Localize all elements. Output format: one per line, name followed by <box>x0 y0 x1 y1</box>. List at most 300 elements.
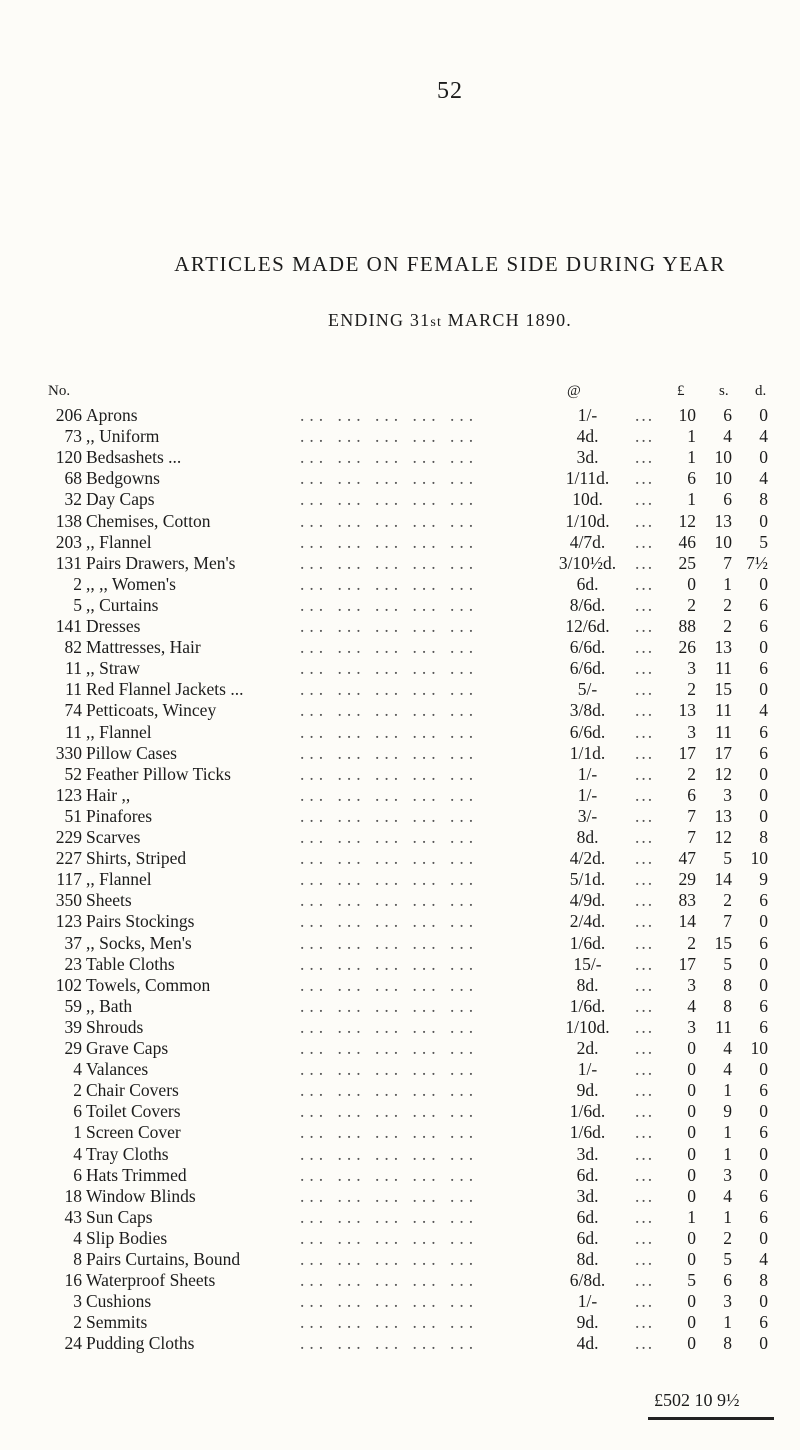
row-rate: 5/1d. <box>569 869 606 890</box>
row-pounds: 6 <box>687 468 696 489</box>
row-rate: 10d. <box>572 489 603 510</box>
row-pence: 0 <box>759 405 768 425</box>
leader-dots: ... <box>635 742 655 763</box>
row-rate: 8d. <box>576 827 599 847</box>
table-row <box>0 1207 800 1228</box>
leader-dots: ... <box>635 1080 655 1101</box>
row-count: 11 <box>65 658 82 679</box>
row-pence: 6 <box>759 1206 768 1227</box>
row-rate: 1/6d. <box>569 995 606 1016</box>
row-shillings: 5 <box>723 953 732 974</box>
table-row <box>0 911 800 932</box>
row-pounds: 3 <box>687 721 696 742</box>
leader-dots: ... <box>635 1185 655 1206</box>
subtitle-prefix: ENDING 31 <box>328 310 431 330</box>
leader-dots: ... <box>635 405 655 425</box>
leader-dots: ... <box>635 1059 655 1080</box>
row-pounds: 0 <box>687 1291 696 1312</box>
leader-dots: ... <box>635 552 655 573</box>
leader-dots: ... ... ... ... ... <box>300 784 479 805</box>
row-count: 73 <box>64 426 82 447</box>
row-count: 5 <box>73 594 82 615</box>
table-row <box>0 890 800 911</box>
row-shillings: 15 <box>714 679 732 700</box>
row-rate: 8d. <box>576 1249 599 1269</box>
leader-dots: ... <box>635 953 655 974</box>
row-pounds: 14 <box>678 911 696 932</box>
row-pence: 10 <box>750 1038 768 1058</box>
row-pounds: 0 <box>687 573 696 594</box>
table-row <box>0 743 800 764</box>
row-article: Scarves <box>86 827 141 847</box>
leader-dots: ... <box>635 658 655 679</box>
row-rate: 1/- <box>577 1059 598 1080</box>
leader-dots: ... <box>635 489 655 510</box>
row-pounds: 5 <box>687 1270 696 1291</box>
leader-dots: ... <box>635 1122 655 1143</box>
table-row <box>0 827 800 848</box>
ledger-header <box>0 383 800 404</box>
row-rate: 9d. <box>576 1080 599 1101</box>
row-pounds: 1 <box>687 1206 696 1227</box>
row-count: 4 <box>73 1059 82 1080</box>
leader-dots: ... ... ... ... ... <box>300 405 479 425</box>
leader-dots: ... <box>635 1227 655 1248</box>
leader-dots: ... <box>635 932 655 953</box>
row-article: ,, Straw <box>86 658 140 679</box>
row-count: 227 <box>55 848 82 869</box>
row-rate: 3d. <box>576 1185 599 1206</box>
table-row <box>0 975 800 996</box>
leader-dots: ... <box>635 1016 655 1037</box>
row-shillings: 11 <box>715 700 732 721</box>
subtitle-ordinal: st <box>430 315 443 330</box>
leader-dots: ... ... ... ... ... <box>300 426 479 447</box>
table-row <box>0 806 800 827</box>
row-shillings: 9 <box>723 1101 732 1122</box>
table-row <box>0 1312 800 1333</box>
row-article: Day Caps <box>86 489 155 510</box>
row-pounds: 47 <box>678 848 696 869</box>
row-shillings: 1 <box>723 573 732 594</box>
row-rate: 6d. <box>576 1206 599 1227</box>
row-pounds: 6 <box>687 784 696 805</box>
row-rate: 6/6d. <box>569 637 606 658</box>
leader-dots: ... <box>635 700 655 721</box>
leader-dots: ... <box>635 1101 655 1122</box>
leader-dots: ... <box>635 827 655 847</box>
row-rate: 1/- <box>577 763 598 784</box>
row-shillings: 6 <box>723 489 732 510</box>
row-shillings: 14 <box>714 869 732 890</box>
row-pounds: 83 <box>678 890 696 911</box>
row-shillings: 8 <box>723 995 732 1016</box>
leader-dots: ... ... ... ... ... <box>300 721 479 742</box>
row-shillings: 10 <box>714 468 732 489</box>
row-count: 23 <box>64 953 82 974</box>
row-article: Sheets <box>86 890 132 911</box>
row-rate: 1/- <box>577 784 598 805</box>
row-count: 3 <box>73 1291 82 1312</box>
table-row <box>0 489 800 510</box>
row-pence: 0 <box>759 573 768 594</box>
row-count: 123 <box>55 784 82 805</box>
table-row <box>0 447 800 468</box>
row-rate: 1/11d. <box>565 468 610 489</box>
row-pounds: 2 <box>687 679 696 700</box>
row-pence: 0 <box>759 447 768 468</box>
row-article: Chair Covers <box>86 1080 179 1101</box>
row-rate: 12/6d. <box>565 616 610 636</box>
leader-dots: ... ... ... ... ... <box>300 658 479 679</box>
row-article: Chemises, Cotton <box>86 510 211 531</box>
row-article: Cushions <box>86 1291 152 1312</box>
row-count: 138 <box>55 510 82 531</box>
row-count: 82 <box>64 637 82 658</box>
leader-dots: ... ... ... ... ... <box>300 616 479 636</box>
row-shillings: 11 <box>715 1016 732 1037</box>
row-rate: 4/7d. <box>569 531 606 552</box>
row-shillings: 10 <box>714 531 732 552</box>
row-pence: 6 <box>759 890 768 911</box>
row-pence: 8 <box>759 1270 768 1291</box>
row-shillings: 6 <box>723 405 732 425</box>
row-shillings: 11 <box>715 721 732 742</box>
leader-dots: ... ... ... ... ... <box>300 995 479 1016</box>
table-row <box>0 553 800 574</box>
leader-dots: ... <box>635 869 655 890</box>
table-row <box>0 1038 800 1059</box>
row-shillings: 2 <box>723 890 732 911</box>
leader-dots: ... ... ... ... ... <box>300 869 479 890</box>
table-row <box>0 468 800 489</box>
leader-dots: ... <box>635 1143 655 1164</box>
row-shillings: 4 <box>723 426 732 447</box>
row-rate: 1/- <box>577 405 598 425</box>
table-row <box>0 1333 800 1354</box>
table-row <box>0 1228 800 1249</box>
table-row <box>0 996 800 1017</box>
table-row <box>0 848 800 869</box>
table-row <box>0 405 800 426</box>
table-row <box>0 574 800 595</box>
row-count: 6 <box>73 1101 82 1122</box>
row-rate: 4/9d. <box>569 890 606 911</box>
leader-dots: ... <box>635 721 655 742</box>
row-count: 203 <box>55 531 82 552</box>
leader-dots: ... ... ... ... ... <box>300 911 479 932</box>
row-article: Mattresses, Hair <box>86 637 201 658</box>
row-count: 117 <box>56 869 82 890</box>
row-pounds: 2 <box>687 594 696 615</box>
row-pence: 6 <box>759 658 768 679</box>
row-pounds: 7 <box>687 805 696 826</box>
row-rate: 2d. <box>576 1038 599 1058</box>
row-pence: 0 <box>759 510 768 531</box>
row-article: Pairs Stockings <box>86 911 195 932</box>
row-article: ,, Flannel <box>86 531 152 552</box>
leader-dots: ... <box>635 890 655 911</box>
row-article: Bedsashets ... <box>86 447 182 468</box>
row-pence: 0 <box>759 1291 768 1312</box>
row-article: Red Flannel Jackets ... <box>86 679 244 700</box>
row-article: Valances <box>86 1059 149 1080</box>
subtitle-suffix: MARCH 1890. <box>442 310 572 330</box>
row-pounds: 3 <box>687 658 696 679</box>
leader-dots: ... ... ... ... ... <box>300 1249 479 1269</box>
table-row <box>0 869 800 890</box>
row-pounds: 4 <box>687 995 696 1016</box>
table-row <box>0 1291 800 1312</box>
table-row <box>0 1059 800 1080</box>
leader-dots: ... <box>635 594 655 615</box>
row-pence: 4 <box>759 468 768 489</box>
leader-dots: ... <box>635 763 655 784</box>
row-rate: 3d. <box>576 1143 599 1164</box>
row-article: Feather Pillow Ticks <box>86 763 231 784</box>
row-pence: 0 <box>759 679 768 700</box>
row-shillings: 4 <box>723 1059 732 1080</box>
row-pence: 6 <box>759 1122 768 1143</box>
leader-dots: ... ... ... ... ... <box>300 1312 479 1333</box>
table-row <box>0 954 800 975</box>
row-pounds: 17 <box>678 742 696 763</box>
row-article: Pairs Drawers, Men's <box>86 552 236 573</box>
row-rate: 1/10d. <box>565 1016 610 1037</box>
row-article: Towels, Common <box>86 974 211 995</box>
row-count: 51 <box>64 805 82 826</box>
row-count: 350 <box>55 890 82 911</box>
row-count: 24 <box>64 1333 82 1354</box>
table-row <box>0 764 800 785</box>
table-row <box>0 1101 800 1122</box>
leader-dots: ... ... ... ... ... <box>300 447 479 468</box>
row-pence: 0 <box>759 637 768 658</box>
row-pence: 0 <box>759 974 768 995</box>
table-row <box>0 1080 800 1101</box>
row-pence: 6 <box>759 1080 768 1101</box>
row-article: ,, Flannel <box>86 869 152 890</box>
row-count: 120 <box>55 447 82 468</box>
row-pence: 4 <box>759 1249 768 1269</box>
row-rate: 6/6d. <box>569 721 606 742</box>
table-row <box>0 722 800 743</box>
leader-dots: ... ... ... ... ... <box>300 1038 479 1058</box>
row-count: 2 <box>73 573 82 594</box>
row-shillings: 13 <box>714 510 732 531</box>
row-rate: 6d. <box>576 1227 599 1248</box>
table-row <box>0 637 800 658</box>
row-count: 29 <box>64 1038 82 1058</box>
row-pounds: 17 <box>678 953 696 974</box>
leader-dots: ... <box>635 447 655 468</box>
row-pounds: 12 <box>678 510 696 531</box>
row-shillings: 13 <box>714 637 732 658</box>
row-pounds: 0 <box>687 1227 696 1248</box>
row-count: 4 <box>73 1227 82 1248</box>
row-pence: 0 <box>759 1333 768 1354</box>
row-pence: 6 <box>759 1312 768 1333</box>
leader-dots: ... ... ... ... ... <box>300 763 479 784</box>
row-pence: 6 <box>759 742 768 763</box>
row-article: Dresses <box>86 616 141 636</box>
row-pounds: 7 <box>687 827 696 847</box>
row-article: ,, Flannel <box>86 721 152 742</box>
leader-dots: ... ... ... ... ... <box>300 552 479 573</box>
leader-dots: ... ... ... ... ... <box>300 1206 479 1227</box>
row-rate: 2/4d. <box>569 911 606 932</box>
row-article: Sun Caps <box>86 1206 153 1227</box>
table-row <box>0 1186 800 1207</box>
row-pounds: 0 <box>687 1038 696 1058</box>
table-row <box>0 933 800 954</box>
row-pence: 0 <box>759 1143 768 1164</box>
header-shillings: s. <box>719 383 729 399</box>
row-article: ,, Uniform <box>86 426 160 447</box>
row-rate: 1/- <box>577 1291 598 1312</box>
row-shillings: 15 <box>714 932 732 953</box>
row-article: ,, Curtains <box>86 594 159 615</box>
row-article: Tray Cloths <box>86 1143 169 1164</box>
table-row <box>0 616 800 637</box>
row-article: Aprons <box>86 405 138 425</box>
row-pence: 5 <box>759 531 768 552</box>
row-article: Hair ,, <box>86 784 131 805</box>
leader-dots: ... <box>635 426 655 447</box>
row-pounds: 0 <box>687 1059 696 1080</box>
row-rate: 4d. <box>576 426 599 447</box>
table-row <box>0 1122 800 1143</box>
row-count: 11 <box>65 679 82 700</box>
row-pence: 9 <box>759 869 768 890</box>
row-pounds: 0 <box>687 1312 696 1333</box>
row-shillings: 8 <box>723 974 732 995</box>
leader-dots: ... <box>635 1249 655 1269</box>
leader-dots: ... ... ... ... ... <box>300 890 479 911</box>
row-article: Screen Cover <box>86 1122 181 1143</box>
leader-dots: ... ... ... ... ... <box>300 805 479 826</box>
leader-dots: ... ... ... ... ... <box>300 489 479 510</box>
header-pounds: £ <box>677 383 685 399</box>
row-pounds: 26 <box>678 637 696 658</box>
row-shillings: 1 <box>723 1080 732 1101</box>
row-rate: 8d. <box>576 974 599 995</box>
row-count: 11 <box>65 721 82 742</box>
row-shillings: 3 <box>723 1291 732 1312</box>
row-count: 59 <box>64 995 82 1016</box>
row-pence: 0 <box>759 763 768 784</box>
row-shillings: 7 <box>723 552 732 573</box>
row-pounds: 0 <box>687 1080 696 1101</box>
grand-total: £502 10 9½ <box>654 1390 740 1410</box>
leader-dots: ... ... ... ... ... <box>300 1122 479 1143</box>
leader-dots: ... ... ... ... ... <box>300 1185 479 1206</box>
row-rate: 3d. <box>576 447 599 468</box>
table-row <box>0 1165 800 1186</box>
row-shillings: 1 <box>723 1312 732 1333</box>
leader-dots: ... <box>635 911 655 932</box>
table-row <box>0 785 800 806</box>
leader-dots: ... ... ... ... ... <box>300 827 479 847</box>
row-article: Pinafores <box>86 805 153 826</box>
row-pence: 6 <box>759 1185 768 1206</box>
row-shillings: 2 <box>723 594 732 615</box>
row-shillings: 8 <box>723 1333 732 1354</box>
row-count: 37 <box>64 932 82 953</box>
row-pounds: 0 <box>687 1185 696 1206</box>
row-article: ,, Bath <box>86 995 133 1016</box>
row-shillings: 3 <box>723 1164 732 1185</box>
header-rate: @ <box>567 383 581 399</box>
row-rate: 1/10d. <box>565 510 610 531</box>
row-pence: 0 <box>759 1059 768 1080</box>
row-rate: 6/8d. <box>569 1270 606 1291</box>
table-row <box>0 1144 800 1165</box>
row-pounds: 2 <box>687 763 696 784</box>
row-rate: 9d. <box>576 1312 599 1333</box>
row-pence: 6 <box>759 932 768 953</box>
row-rate: 6/6d. <box>569 658 606 679</box>
row-pence: 6 <box>759 616 768 636</box>
leader-dots: ... ... ... ... ... <box>300 510 479 531</box>
row-count: 74 <box>64 700 82 721</box>
table-row <box>0 1249 800 1270</box>
row-pounds: 1 <box>687 489 696 510</box>
leader-dots: ... ... ... ... ... <box>300 531 479 552</box>
row-article: Pillow Cases <box>86 742 177 763</box>
document-title: ARTICLES MADE ON FEMALE SIDE DURING YEAR <box>174 252 726 276</box>
row-pounds: 46 <box>678 531 696 552</box>
row-rate: 6d. <box>576 1164 599 1185</box>
leader-dots: ... <box>635 1291 655 1312</box>
row-article: Grave Caps <box>86 1038 169 1058</box>
row-pounds: 29 <box>678 869 696 890</box>
row-article: Window Blinds <box>86 1185 196 1206</box>
row-pounds: 10 <box>678 405 696 425</box>
row-shillings: 1 <box>723 1143 732 1164</box>
leader-dots: ... ... ... ... ... <box>300 1291 479 1312</box>
row-pounds: 3 <box>687 974 696 995</box>
leader-dots: ... ... ... ... ... <box>300 700 479 721</box>
row-pence: 0 <box>759 1101 768 1122</box>
row-pounds: 0 <box>687 1164 696 1185</box>
header-no: No. <box>48 383 71 399</box>
row-pence: 8 <box>759 827 768 847</box>
row-shillings: 12 <box>714 763 732 784</box>
row-count: 330 <box>55 742 82 763</box>
leader-dots: ... ... ... ... ... <box>300 974 479 995</box>
leader-dots: ... ... ... ... ... <box>300 1333 479 1354</box>
leader-dots: ... ... ... ... ... <box>300 637 479 658</box>
leader-dots: ... ... ... ... ... <box>300 1080 479 1101</box>
row-rate: 1/6d. <box>569 1122 606 1143</box>
table-row <box>0 511 800 532</box>
leader-dots: ... ... ... ... ... <box>300 679 479 700</box>
row-pounds: 0 <box>687 1101 696 1122</box>
row-rate: 3/8d. <box>569 700 606 721</box>
row-count: 18 <box>64 1185 82 1206</box>
row-rate: 1/6d. <box>569 932 606 953</box>
leader-dots: ... <box>635 637 655 658</box>
row-article: Slip Bodies <box>86 1227 168 1248</box>
row-pounds: 13 <box>678 700 696 721</box>
table-row <box>0 679 800 700</box>
row-pounds: 0 <box>687 1249 696 1269</box>
leader-dots: ... <box>635 1312 655 1333</box>
table-row <box>0 532 800 553</box>
row-pence: 0 <box>759 1164 768 1185</box>
row-pence: 0 <box>759 911 768 932</box>
